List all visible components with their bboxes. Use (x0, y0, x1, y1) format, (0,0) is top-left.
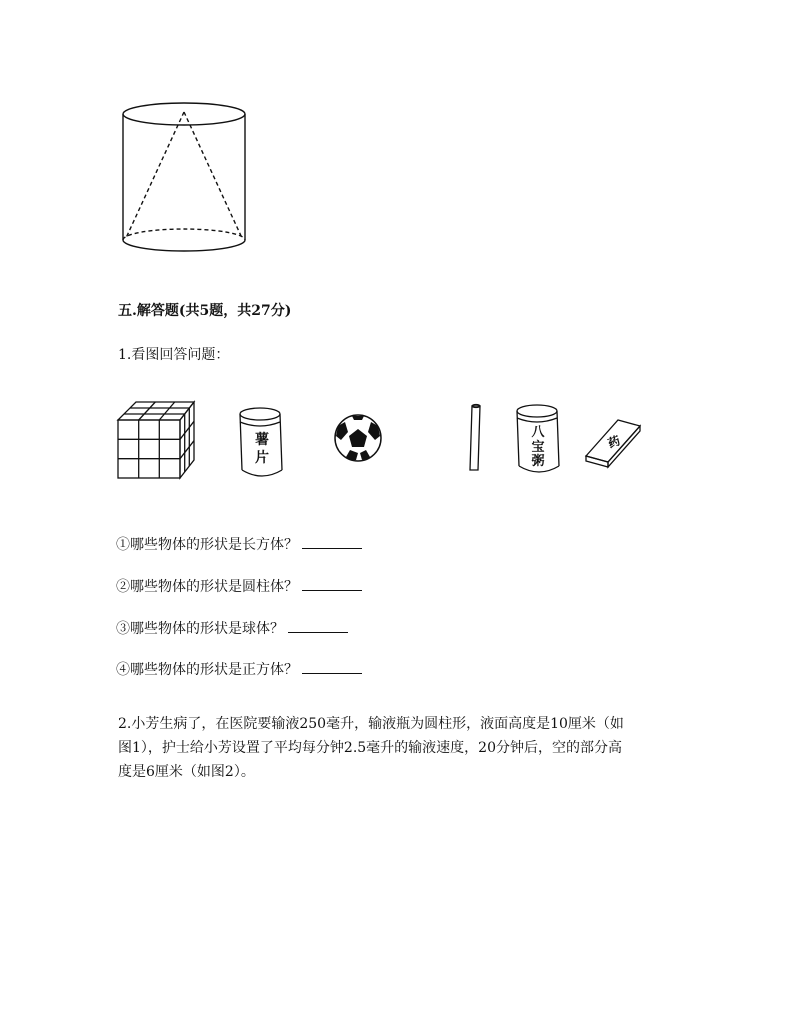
congee-label-2: 宝 (531, 440, 545, 455)
sub-question-3 (116, 618, 348, 638)
sub-question-3-text: ③哪些物体的形状是球体？ (116, 621, 284, 637)
congee-label-3: 粥 (531, 454, 545, 469)
sub-question-2 (116, 576, 362, 596)
question-2-text (118, 712, 684, 784)
sub-question-1-text: ①哪些物体的形状是长方体？ (116, 537, 298, 553)
cylinder-cone-figure (112, 100, 252, 260)
answer-blank-2[interactable] (302, 576, 362, 591)
cylinder-top-ellipse (123, 103, 245, 125)
soccer-ball-icon (335, 415, 381, 461)
question-2-line-2: 图1），护士给小芳设置了平均每分钟2.5毫升的输液速度，20分钟后，空的部分高 (118, 740, 622, 756)
stick-icon (470, 405, 480, 471)
sub-question-2-text: ②哪些物体的形状是圆柱体？ (116, 579, 298, 595)
chips-label-2: 片 (255, 450, 269, 466)
sub-question-1 (116, 534, 362, 554)
cone-right-edge (184, 112, 242, 238)
cone-left-edge (126, 112, 184, 238)
sub-question-4-text: ④哪些物体的形状是正方体？ (116, 662, 298, 678)
medicine-label: 药 (605, 433, 623, 451)
sub-question-4 (116, 659, 362, 679)
chips-label-1: 薯 (255, 432, 269, 448)
answer-blank-4[interactable] (302, 659, 362, 674)
section-title: 五.解答题(共5题，共27分) (118, 303, 292, 319)
rubiks-cube-icon (118, 402, 194, 478)
congee-label-1: 八 (531, 425, 545, 440)
objects-row (112, 398, 672, 480)
answer-blank-1[interactable] (302, 534, 362, 549)
cylinder-bottom-front (123, 240, 245, 251)
question-2-line-1: 2.小芳生病了，在医院要输液250毫升，输液瓶为圆柱形，液面高度是10厘米（如 (118, 716, 624, 732)
question-2-line-3: 度是6厘米（如图2）。 (118, 764, 255, 780)
cylinder-bottom-back (123, 229, 245, 240)
question-1-prompt: 1.看图回答问题： (118, 347, 230, 363)
answer-blank-3[interactable] (288, 618, 348, 633)
